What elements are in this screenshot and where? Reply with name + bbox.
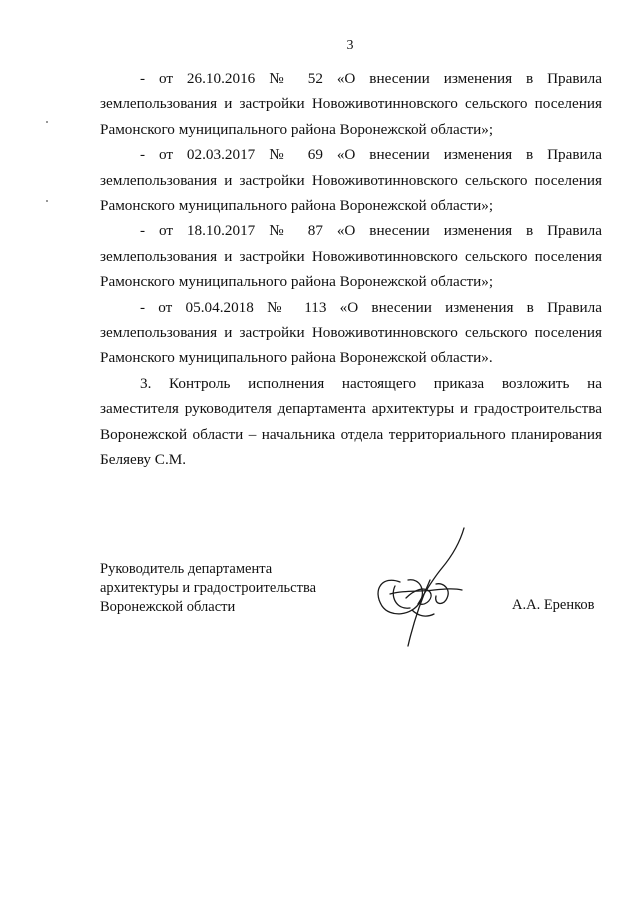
amendment-line: Рамонского муниципального района Воронежской области»; bbox=[100, 120, 494, 138]
clause-line: заместителя руководителя департамента архитектуры и градостроительства bbox=[100, 400, 602, 418]
control-clause bbox=[100, 371, 602, 473]
amendment-line: - от 18.10.2017 № 87 «О внесении изменения в Правила bbox=[140, 222, 602, 240]
amendment-line: - от 05.04.2018 № 113 «О внесении изменения в Правила bbox=[140, 298, 602, 316]
amendment-item bbox=[100, 142, 602, 218]
amendment-line: Рамонского муниципального района Воронежской области»; bbox=[100, 273, 494, 291]
amendment-line: землепользования и застройки Новоживотинновского сельского поселения bbox=[100, 324, 602, 342]
amendment-line: землепользования и застройки Новоживотинновского сельского поселения bbox=[100, 95, 602, 113]
scan-speck bbox=[46, 121, 48, 123]
amendment-line: - от 26.10.2016 № 52 «О внесении изменения в Правила bbox=[140, 70, 602, 87]
document-body bbox=[100, 66, 602, 473]
amendment-line: - от 02.03.2017 № 69 «О внесении изменения в Правила bbox=[140, 146, 602, 164]
position-line: Воронежской области bbox=[100, 599, 236, 615]
clause-line: Воронежской области – начальника отдела территориального планирования bbox=[100, 425, 602, 443]
position-line: Руководитель департамента bbox=[100, 561, 273, 577]
amendment-line: землепользования и застройки Новоживотинновского сельского поселения bbox=[100, 247, 602, 265]
page-number: 3 bbox=[346, 38, 354, 53]
amendment-item bbox=[100, 295, 602, 371]
amendment-line: землепользования и застройки Новоживотинновского сельского поселения bbox=[100, 171, 602, 189]
amendment-line: Рамонского муниципального района Воронежской области»; bbox=[100, 197, 494, 215]
clause-line: Беляеву С.М. bbox=[100, 451, 187, 469]
scan-speck bbox=[46, 200, 48, 202]
amendment-line: Рамонского муниципального района Воронежской области». bbox=[100, 349, 493, 367]
signer-name: А.А. Еренков bbox=[512, 597, 595, 613]
position-line: архитектуры и градостроительства bbox=[100, 580, 317, 596]
handwritten-signature bbox=[360, 520, 470, 650]
amendment-item bbox=[100, 66, 602, 142]
clause-line: 3. Контроль исполнения настоящего приказа возложить на bbox=[140, 374, 602, 392]
amendment-item bbox=[100, 218, 602, 294]
